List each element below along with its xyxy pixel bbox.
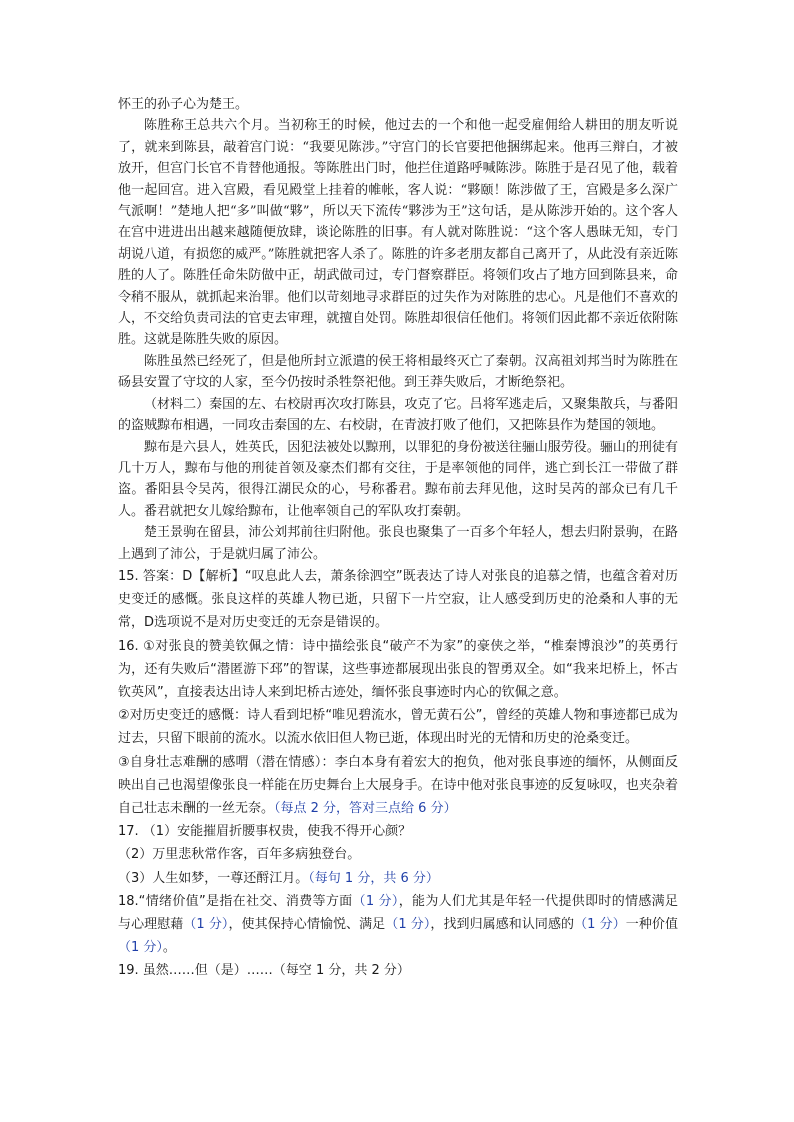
translation-paragraph: 怀王的孙子心为楚王。 — [118, 97, 249, 112]
page-content — [118, 94, 678, 983]
answer-18-text: ，能为人们尤其是年轻一代提供即时的情感满足与心理慰藉 — [118, 893, 678, 932]
answer-16-point-2: ②对历史变迁的感慨：诗人看到圯桥“唯见碧流水，曾无黄石公”，曾经的英雄人物和事迹都已成为过去，只留下眼前的流水。以流水依旧但人物已逝，体现出时光的无情和历史的沧桑变迁。 — [118, 708, 678, 747]
translation-paragraph: 陈胜虽然已经死了，但是他所封立派遣的侯王将相最终灭亡了秦朝。汉高祖刘邦当时为陈胜在砀县安置了守坟的人家，至今仍按时杀牲祭祀他。到王莽失败后，才断绝祭祀。 — [118, 353, 678, 391]
answer-18-text: 一种价值 — [625, 916, 678, 932]
answer-17-line-1: 17. （1）安能摧眉折腰事权贵，使我不得开心颜？ — [118, 824, 412, 840]
answer-16-text: ③自身壮志难酬的感喟（潜在情感）：李白本身有着宏大的抱负，他对张良事迹的缅怀，从侧面反映出自己也渴望像张良一样能在历史舞台上大展身手。在诗中他对张良事迹的反复咏叹，也夹杂着自己壮志未酬的一丝无奈。 — [118, 754, 678, 816]
answer-18-text: 。 — [162, 940, 176, 956]
answer-16-point-1: 16. ①对张良的赞美钦佩之情：诗中描绘张良“破产不为家”的豪侠之举，“椎秦博浪沙”的英勇行为，还有失败后“潜匿游下邳”的智谋，这些事迹都展现出张良的智勇双全。如“我来圯桥上，怀古钦英风”，直接表达出诗人来到圯桥古迹处，缅怀张良事迹时内心的钦佩之意。 — [118, 638, 678, 700]
translation-paragraph: 陈胜称王总共六个月。当初称王的时候，他过去的一个和他一起受雇佣给人耕田的朋友听说了，就来到陈县，敲着宫门说：“我要见陈涉。”守宫门的长官要把他捆绑起来。他再三辩白，才被放开，但宫门长官不肯替他通报。等陈胜出门时，他拦住道路呼喊陈涉。陈胜于是召见了他，载着他一起回宫。进入宫殿，看见殿堂上挂着的帷帐，客人说：“夥颐！陈涉做了王，宫殿是多么深广气派啊！”楚地人把“多”叫做“夥”，所以天下流传“夥涉为王”这句话，是从陈涉开始的。这个客人在宫中进进出出越来越随便放肆，谈论陈胜的旧事。有人就对陈胜说：“这个客人愚昧无知，专门胡说八道，有损您的威严。”陈胜就把客人杀了。陈胜的许多老朋友都自己离开了，从此没有亲近陈胜的人了。陈胜任命朱防做中正，胡武做司过，专门督察群臣。将领们攻占了地方回到陈县来，命令稍不服从，就抓起来治罪。他们以苛刻地寻求群臣的过失作为对陈胜的忠心。凡是他们不喜欢的人，不交给负责司法的官吏去审理，就擅自处罚。陈胜却很信任他们。将领们因此都不亲近依附陈胜。这就是陈胜失败的原因。 — [118, 118, 678, 348]
score-note: （1 分） — [574, 916, 626, 932]
score-note: （1 分） — [352, 893, 399, 909]
answer-16-point-3 — [118, 751, 678, 821]
score-note: （1 分） — [183, 916, 229, 932]
score-note: （每点 2 分，答对三点给 6 分） — [274, 800, 457, 816]
translation-paragraph: 黥布是六县人，姓英氏，因犯法被处以黥刑，以罪犯的身份被送往骊山服劳役。骊山的刑徒有几十万人，黥布与他的刑徒首领及豪杰们都有交往，于是率领他的同伴，逃亡到长江一带做了群盗。番阳县令吴芮，很得江湖民众的心，号称番君。黥布前去拜见他，这时吴芮的部众已有几千人。番君就把女儿嫁给黥布，让他率领自己的军队攻打秦朝。 — [118, 439, 678, 519]
answer-18-text: ，找到归属感和认同感的 — [430, 916, 575, 932]
answer-19: 19. 虽然……但（是）……（每空 1 分，共 2 分） — [118, 963, 410, 979]
answer-15: 15. 答案：D【解析】“叹息此人去，萧条徐泗空”既表达了诗人对张良的追慕之情，也蕴含着对历史变迁的感慨。张良这样的英雄人物已逝，只留下一片空寂，让人感受到历史的沧桑和人事的无常，D选项说不是对历史变迁的无奈是错误的。 — [118, 568, 678, 631]
answer-17-line-3 — [118, 867, 678, 890]
translation-paragraph: 楚王景驹在留县，沛公刘邦前往归附他。张良也聚集了一百多个年轻人，想去归附景驹，在路上遇到了沛公，于是就归属了沛公。 — [118, 525, 678, 562]
answer-17-text: （3）人生如梦，一尊还酹江月。 — [118, 870, 309, 886]
score-note: （每句 1 分，共 6 分） — [308, 870, 439, 886]
answer-17-line-2: （2）万里悲秋常作客，百年多病独登台。 — [118, 847, 361, 863]
answer-18-text: 18.“情绪价值”是指在社交、消费等方面 — [118, 893, 353, 909]
score-note: （1 分） — [118, 940, 163, 956]
answer-18-text: ，使其保持心情愉悦、满足 — [228, 916, 386, 932]
score-note: （1 分） — [385, 916, 431, 932]
answer-18 — [118, 890, 678, 960]
translation-paragraph: （材料二）秦国的左、右校尉再次攻打陈县，攻克了它。吕将军逃走后，又聚集散兵，与番阳的盗贼黥布相遇，一同攻击秦国的左、右校尉，在青波打败了他们，又把陈县作为楚国的领地。 — [118, 396, 678, 434]
